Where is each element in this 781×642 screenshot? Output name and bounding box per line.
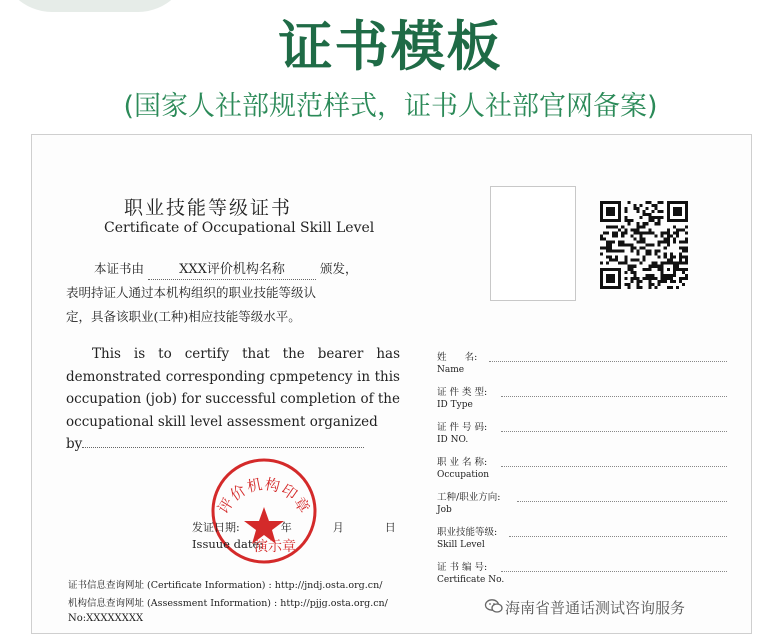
cn-suffix: 颁发， [319,261,358,276]
field-label-cn: 职业技能等级: [437,527,498,538]
field-name [437,349,737,384]
issue-date-cn [192,519,396,535]
certificate-number: No:XXXXXXXX [68,613,144,624]
field-label-cn: 职 业 名 称: [437,457,488,468]
field-label-en: Skill Level [437,540,485,550]
field-line [489,361,727,362]
field-job [437,489,737,524]
issue-date-en: Issuue date: [192,537,264,551]
field-label-en: Occupation [437,470,490,480]
certificate-card [31,134,752,634]
field-line [501,466,727,467]
field-label-cn: 工种/职业方向: [437,492,501,503]
field-line [517,501,727,502]
cn-line-2: 表明持证人通过本机构组织的职业技能等级认 [66,285,317,300]
certificate-info-line: 证书信息查询网址 (Certificate Information) : http://jndj.osta.org.cn/ [68,580,383,591]
issue-date-label: 发证日期: [192,521,240,534]
field-label-en: Name [437,365,465,375]
page-subtitle: (国家人社部规范样式，证书人社部官网备案) [123,91,658,122]
wechat-icon [484,596,504,616]
field-label-cn: 证 件 号 码: [437,422,488,433]
field-line [501,396,727,397]
holder-fields [437,349,737,594]
certificate-title-cn: 职业技能等级证书 [124,197,293,219]
stamp-note: 演示章 [254,539,296,555]
certificate-text-en [66,343,400,456]
field-line [501,431,727,432]
page-title: 证书模板 [278,15,503,78]
issue-year: 年 [280,521,292,534]
field-occupation [437,454,737,489]
cn-prefix: 本证书由 [94,261,145,276]
certificate-title-en: Certificate of Occupational Skill Level [104,220,375,236]
field-label-en: Certificate No. [437,575,505,585]
field-id-no [437,419,737,454]
field-id-type [437,384,737,419]
issuer-name-field: XXX评价机构名称 [148,261,316,280]
query-info [68,577,388,613]
field-certificate-no [437,559,737,594]
field-skill-level [437,524,737,559]
en-by: by [66,436,83,452]
by-blank-line [82,435,364,448]
field-line [501,571,727,572]
field-label-en: Job [437,505,452,515]
issue-month: 月 [332,521,344,534]
photo-placeholder [490,186,576,301]
field-label-cn: 姓 名: [437,352,478,363]
en-body: This is to certify that the bearer has demonstrated corresponding cpmpetency in this occupation (job) for successful completion of the occupational skill level assessment organized [66,346,400,430]
stamp-text: 评价机构印章 [214,474,314,518]
certificate-text-cn [66,257,396,329]
field-label-en: ID NO. [437,435,469,445]
field-label-cn: 证 书 编 号: [437,562,488,573]
watermark-text: 海南省普通话测试咨询服务 [505,599,686,617]
assessment-info-line: 机构信息查询网址 (Assessment Information) : http://pjjg.osta.org.cn/ [68,598,388,609]
qr-code-icon [600,201,688,289]
field-label-en: ID Type [437,400,473,410]
field-label-cn: 证 件 类 型: [437,387,488,398]
field-line [509,536,727,537]
issue-day: 日 [384,521,396,534]
cn-line-3: 定，具备该职业(工种)相应技能等级水平。 [66,309,301,324]
